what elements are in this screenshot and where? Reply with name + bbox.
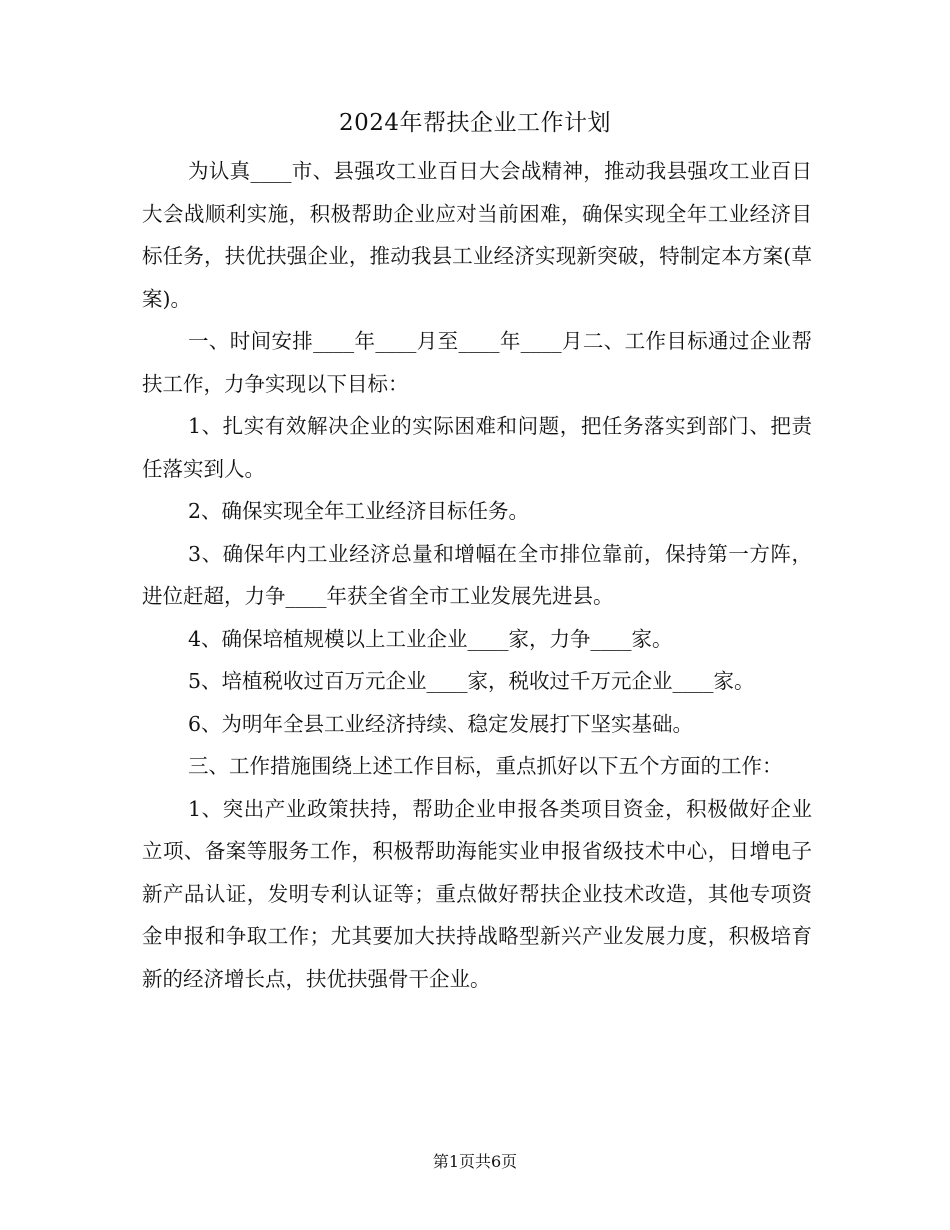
paragraph-goal-1: 1、扎实有效解决企业的实际困难和问题，把任务落实到部门、把责任落实到人。 bbox=[142, 414, 812, 481]
paragraph-goal-4: 4、确保培植规模以上工业企业____家，力争____家。 bbox=[188, 626, 673, 651]
paragraph-measures: 三、工作措施围绕上述工作目标，重点抓好以下五个方面的工作： bbox=[188, 754, 783, 778]
paragraph-goal-5: 5、培植税收过百万元企业____家，税收过千万元企业____家。 bbox=[188, 669, 755, 693]
paragraph-intro: 为认真____市、县强攻工业百日大会战精神，推动我县强攻工业百日大会战顺利实施，积极帮助企业应对当前困难，确保实现全年工业经济目标任务，扶优扶强企业，推动我县工业经济实现新突破，特制定本方案(草案)。 bbox=[142, 159, 812, 311]
page-number-footer: 第1页共6页 bbox=[432, 1152, 518, 1171]
paragraph-measure-1: 1、突出产业政策扶持，帮助企业申报各类项目资金，积极做好企业立项、备案等服务工作，积极帮助海能实业申报省级技术中心，日增电子新产品认证，发明专利认证等；重点做好帮扶企业技术改造，其他专项资金申报和争取工作；尤其要加大扶持战略型新兴产业发展力度，积极培育新的经济增长点，扶优扶强骨干企业。 bbox=[142, 796, 812, 991]
document-body bbox=[142, 150, 812, 1000]
document-title: 2024年帮扶企业工作计划 bbox=[338, 110, 612, 136]
paragraph-goal-3: 3、确保年内工业经济总量和增幅在全市排位靠前，保持第一方阵，进位赶超，力争____年获全省全市工业发展先进县。 bbox=[142, 541, 812, 608]
paragraph-goal-6: 6、为明年全县工业经济持续、稳定发展打下坚实基础。 bbox=[188, 711, 694, 736]
paragraph-schedule-goals: 一、时间安排____年____月至____年____月二、工作目标通过企业帮扶工作，力争实现以下目标： bbox=[142, 329, 812, 396]
paragraph-goal-2: 2、确保实现全年工业经济目标任务。 bbox=[188, 499, 530, 523]
